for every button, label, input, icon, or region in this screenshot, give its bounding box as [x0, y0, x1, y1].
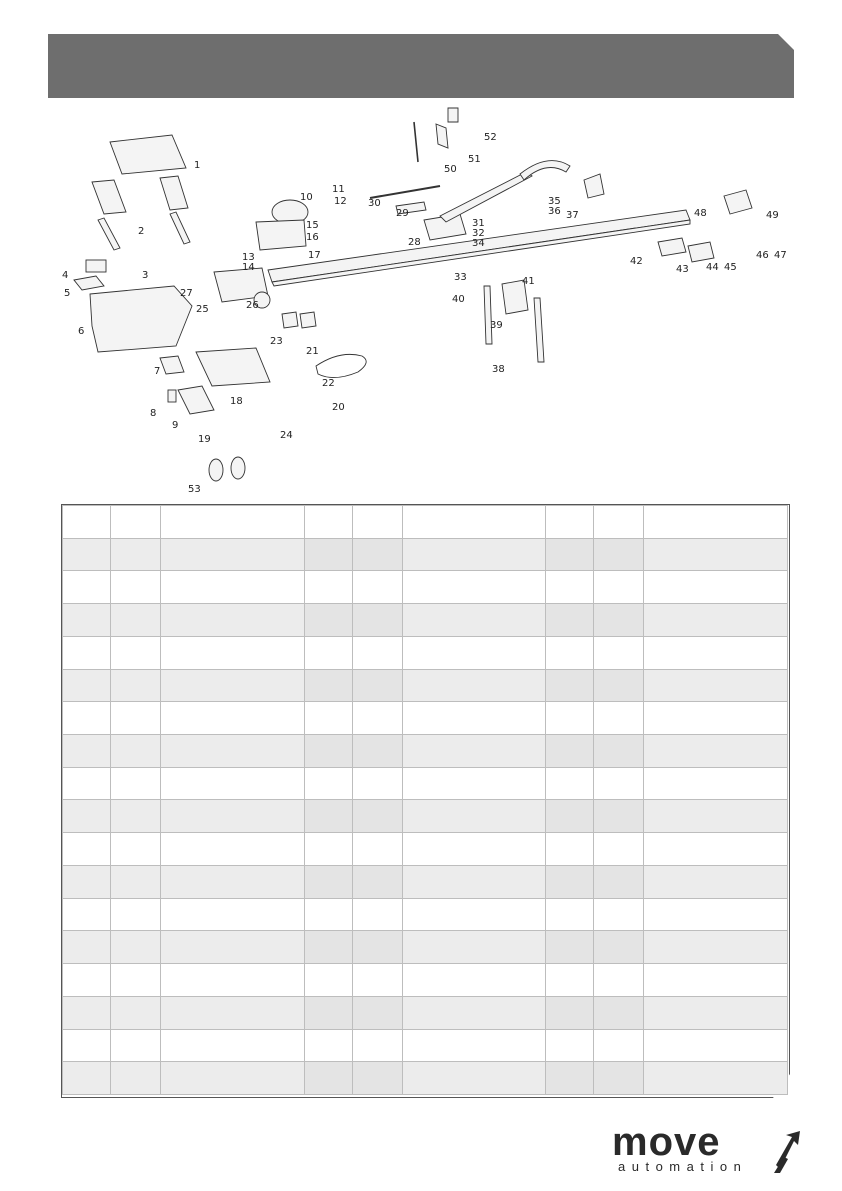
table-cell: [403, 964, 546, 997]
table-cell: [403, 1062, 546, 1095]
table-cell: [644, 1062, 788, 1095]
table-cell: [644, 1029, 788, 1062]
table-cell: [594, 898, 644, 931]
table-cell: [63, 669, 111, 702]
table-cell: [353, 636, 403, 669]
table-cell: [111, 865, 161, 898]
table-cell: [594, 702, 644, 735]
table-cell: [161, 767, 305, 800]
table-cell: [403, 571, 546, 604]
callout-label: 22: [322, 378, 335, 389]
table-cell: [161, 964, 305, 997]
callout-label: 15: [306, 220, 319, 231]
table-cell: [161, 538, 305, 571]
table-cell: [403, 767, 546, 800]
table-cell: [546, 833, 594, 866]
table-row: [63, 767, 788, 800]
table-cell: [353, 1029, 403, 1062]
callout-label: 44: [706, 262, 719, 273]
callout-label: 26: [246, 300, 259, 311]
callout-label: 51: [468, 154, 481, 165]
table-cell: [161, 865, 305, 898]
table-cell: [546, 1062, 594, 1095]
table-cell: [63, 735, 111, 768]
callout-label: 3: [142, 270, 149, 281]
table-cell: [111, 767, 161, 800]
table-row: [63, 604, 788, 637]
table-cell: [594, 1062, 644, 1095]
table-cell: [63, 996, 111, 1029]
callout-label: 34: [472, 238, 485, 249]
table-cell: [63, 571, 111, 604]
table-cell: [546, 898, 594, 931]
callout-label: 52: [484, 132, 497, 143]
callout-label: 24: [280, 430, 293, 441]
table-cell: [305, 865, 353, 898]
table-row: [63, 865, 788, 898]
callout-label: 36: [548, 206, 561, 217]
table-cell: [353, 865, 403, 898]
table-cell: [594, 571, 644, 604]
table-cell: [111, 604, 161, 637]
callout-label: 37: [566, 210, 579, 221]
table-cell: [161, 571, 305, 604]
callout-label: 40: [452, 294, 465, 305]
table-cell: [111, 931, 161, 964]
table-cell: [546, 996, 594, 1029]
callout-label: 9: [172, 420, 179, 431]
table-cell: [353, 1062, 403, 1095]
table-row: [63, 964, 788, 997]
callout-label: 5: [64, 288, 71, 299]
callout-label: 17: [308, 250, 321, 261]
table-cell: [111, 506, 161, 539]
table-cell: [111, 702, 161, 735]
table-cell: [63, 636, 111, 669]
table-cell: [353, 604, 403, 637]
callout-label: 31: [472, 218, 485, 229]
table-cell: [403, 636, 546, 669]
table-cell: [403, 735, 546, 768]
callout-label: 48: [694, 208, 707, 219]
callout-label: 29: [396, 208, 409, 219]
table-cell: [644, 996, 788, 1029]
logo-word: move: [612, 1120, 721, 1164]
table-cell: [546, 800, 594, 833]
table-cell: [546, 538, 594, 571]
table-cell: [305, 931, 353, 964]
table-cell: [644, 669, 788, 702]
table-cell: [161, 1062, 305, 1095]
table-cell: [161, 506, 305, 539]
table-cell: [546, 767, 594, 800]
callout-label: 27: [180, 288, 193, 299]
table-cell: [353, 702, 403, 735]
table-cell: [161, 702, 305, 735]
table-row: [63, 1029, 788, 1062]
table-cell: [305, 1062, 353, 1095]
table-cell: [63, 506, 111, 539]
table-cell: [111, 964, 161, 997]
callout-label: 50: [444, 164, 457, 175]
table-cell: [403, 669, 546, 702]
table-row: [63, 702, 788, 735]
callout-label: 39: [490, 320, 503, 331]
table-cell: [161, 898, 305, 931]
table-cell: [63, 702, 111, 735]
callout-label: 6: [78, 326, 85, 337]
table-cell: [111, 996, 161, 1029]
table-cell: [594, 538, 644, 571]
table-row: [63, 931, 788, 964]
table-cell: [63, 898, 111, 931]
table-cell: [353, 506, 403, 539]
table-row: [63, 506, 788, 539]
table-cell: [353, 735, 403, 768]
table-cell: [644, 571, 788, 604]
table-cell: [305, 898, 353, 931]
table-cell: [644, 865, 788, 898]
table-cell: [594, 833, 644, 866]
callout-label: 8: [150, 408, 157, 419]
table-cell: [305, 538, 353, 571]
table-cell: [644, 735, 788, 768]
table-cell: [403, 1029, 546, 1062]
table-row: [63, 996, 788, 1029]
table-cell: [546, 571, 594, 604]
callout-label: 45: [724, 262, 737, 273]
table-cell: [403, 702, 546, 735]
table-cell: [546, 636, 594, 669]
callout-label: 49: [766, 210, 779, 221]
table-cell: [63, 538, 111, 571]
callout-label: 38: [492, 364, 505, 375]
table-cell: [305, 996, 353, 1029]
table-cell: [111, 571, 161, 604]
callout-label: 33: [454, 272, 467, 283]
table-cell: [644, 636, 788, 669]
table-cell: [63, 964, 111, 997]
table-cell: [403, 898, 546, 931]
table-cell: [546, 506, 594, 539]
table-cell: [111, 800, 161, 833]
table-cell: [305, 800, 353, 833]
table-cell: [644, 702, 788, 735]
table-cell: [546, 735, 594, 768]
table-cell: [305, 964, 353, 997]
part-base-box: [90, 286, 192, 352]
table-cell: [353, 964, 403, 997]
table-cell: [161, 931, 305, 964]
table-row: [63, 1062, 788, 1095]
exploded-parts-diagram: [0, 100, 842, 500]
callout-label: 41: [522, 276, 535, 287]
table-cell: [161, 604, 305, 637]
table-cell: [63, 767, 111, 800]
table-row: [63, 735, 788, 768]
table-cell: [644, 604, 788, 637]
table-cell: [644, 898, 788, 931]
table-cell: [63, 1062, 111, 1095]
callout-label: 20: [332, 402, 345, 413]
table-cell: [594, 604, 644, 637]
table-cell: [546, 865, 594, 898]
callout-label: 42: [630, 256, 643, 267]
table-row: [63, 898, 788, 931]
table-cell: [546, 964, 594, 997]
table-cell: [161, 1029, 305, 1062]
table-cell: [111, 636, 161, 669]
table-cell: [63, 931, 111, 964]
callout-label: 32: [472, 228, 485, 239]
table-cell: [403, 996, 546, 1029]
table-cell: [546, 669, 594, 702]
table-cell: [305, 702, 353, 735]
table-cell: [353, 767, 403, 800]
table-cell: [111, 898, 161, 931]
table-cell: [305, 767, 353, 800]
diagonal-arrow-icon: [772, 1129, 802, 1173]
callout-label: 13: [242, 252, 255, 263]
table-cell: [403, 538, 546, 571]
table-cell: [111, 1029, 161, 1062]
callout-label: 19: [198, 434, 211, 445]
callout-label: 10: [300, 192, 313, 203]
callout-label: 7: [154, 366, 161, 377]
table-cell: [644, 767, 788, 800]
table-row: [63, 800, 788, 833]
table-cell: [161, 735, 305, 768]
table-cell: [546, 604, 594, 637]
table-cell: [594, 931, 644, 964]
callout-label: 47: [774, 250, 787, 261]
table-cell: [305, 506, 353, 539]
table-cell: [644, 538, 788, 571]
table-cell: [161, 996, 305, 1029]
table-cell: [403, 833, 546, 866]
table-row: [63, 538, 788, 571]
callout-label: 53: [188, 484, 201, 495]
table-cell: [161, 800, 305, 833]
callout-label: 46: [756, 250, 769, 261]
table-row: [63, 636, 788, 669]
callout-label: 1: [194, 160, 201, 171]
callout-label: 43: [676, 264, 689, 275]
table-cell: [63, 833, 111, 866]
table-cell: [594, 865, 644, 898]
parts-table: [62, 505, 788, 1095]
table-cell: [353, 996, 403, 1029]
table-cell: [161, 833, 305, 866]
table-cell: [111, 538, 161, 571]
table-cell: [403, 865, 546, 898]
callout-label: 2: [138, 226, 145, 237]
table-cell: [305, 735, 353, 768]
table-cell: [63, 865, 111, 898]
callout-label: 14: [242, 262, 255, 273]
table-cell: [594, 1029, 644, 1062]
table-cell: [161, 669, 305, 702]
table-cell: [594, 669, 644, 702]
callout-label: 30: [368, 198, 381, 209]
brand-logo: [612, 1120, 807, 1175]
table-cell: [305, 669, 353, 702]
header-band: [48, 34, 794, 98]
table-row: [63, 571, 788, 604]
table-cell: [111, 669, 161, 702]
table-cell: [644, 506, 788, 539]
table-cell: [63, 1029, 111, 1062]
table-cell: [594, 735, 644, 768]
logo-subtitle: automation: [618, 1159, 748, 1174]
part-control-board: [196, 348, 270, 386]
table-cell: [644, 964, 788, 997]
table-cell: [353, 800, 403, 833]
table-cell: [305, 604, 353, 637]
table-cell: [546, 702, 594, 735]
table-cell: [546, 1029, 594, 1062]
callout-label: 12: [334, 196, 347, 207]
table-cell: [353, 669, 403, 702]
table-cell: [353, 898, 403, 931]
table-cell: [403, 931, 546, 964]
part-cover: [110, 135, 186, 174]
table-cell: [161, 636, 305, 669]
callout-label: 23: [270, 336, 283, 347]
table-cell: [353, 931, 403, 964]
table-cell: [353, 538, 403, 571]
callout-label: 18: [230, 396, 243, 407]
callout-label: 35: [548, 196, 561, 207]
table-cell: [594, 964, 644, 997]
table-row: [63, 669, 788, 702]
callout-label: 21: [306, 346, 319, 357]
table-cell: [305, 1029, 353, 1062]
table-cell: [305, 571, 353, 604]
callout-label: 28: [408, 237, 421, 248]
table-cell: [403, 506, 546, 539]
table-cell: [644, 800, 788, 833]
table-cell: [546, 931, 594, 964]
table-cell: [111, 735, 161, 768]
table-cell: [305, 833, 353, 866]
table-cell: [111, 833, 161, 866]
callout-label: 4: [62, 270, 69, 281]
table-cell: [594, 636, 644, 669]
table-cell: [644, 931, 788, 964]
table-cell: [594, 767, 644, 800]
table-cell: [63, 800, 111, 833]
table-cell: [353, 571, 403, 604]
table-cell: [594, 996, 644, 1029]
table-cell: [403, 800, 546, 833]
callout-label: 16: [306, 232, 319, 243]
table-cell: [403, 604, 546, 637]
table-cell: [305, 636, 353, 669]
table-cell: [111, 1062, 161, 1095]
callout-label: 11: [332, 184, 345, 195]
table-cell: [594, 506, 644, 539]
table-cell: [594, 800, 644, 833]
table-cell: [63, 604, 111, 637]
table-cell: [353, 833, 403, 866]
callout-label: 25: [196, 304, 209, 315]
table-row: [63, 833, 788, 866]
table-cell: [644, 833, 788, 866]
